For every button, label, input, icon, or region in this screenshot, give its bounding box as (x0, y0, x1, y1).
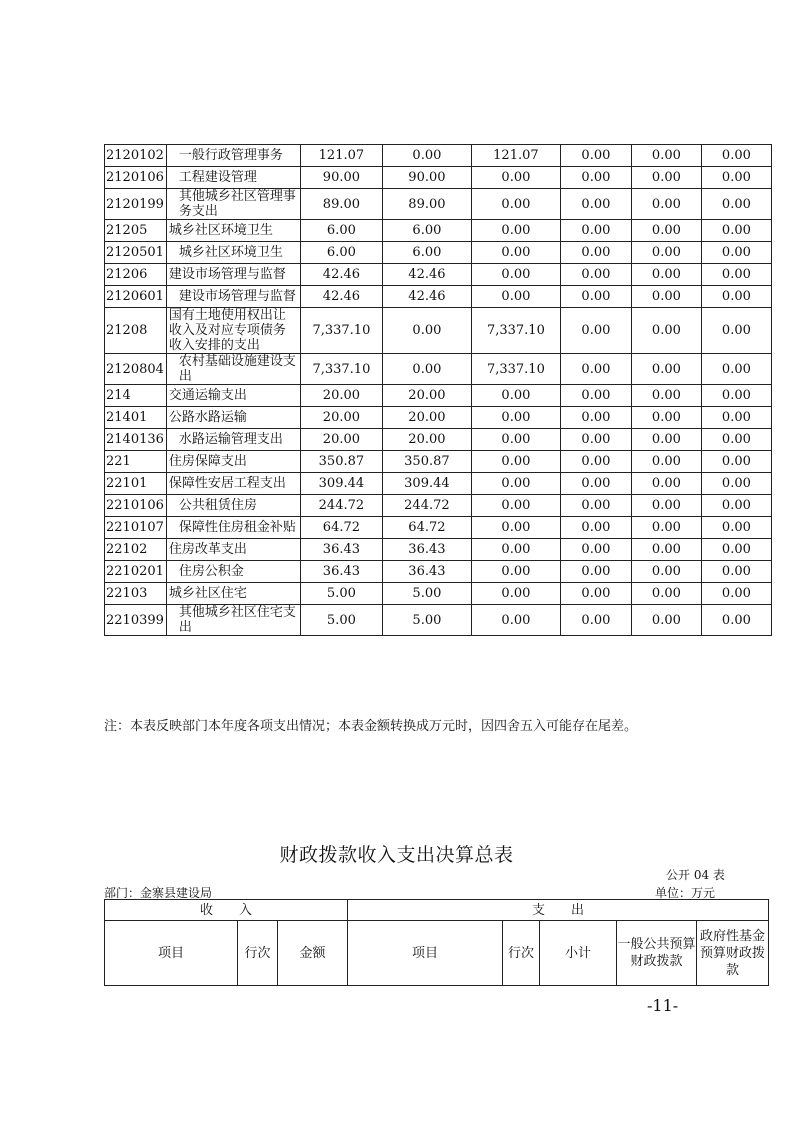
row-amount: 0.00 (701, 242, 771, 264)
row-amount: 5.00 (382, 583, 471, 605)
row-amount: 64.72 (300, 517, 382, 539)
row-amount: 7,337.10 (300, 354, 382, 385)
row-amount: 0.00 (701, 407, 771, 429)
row-amount: 0.00 (471, 539, 560, 561)
row-name: 城乡社区环境卫生 (166, 242, 300, 264)
row-code: 21206 (105, 264, 167, 286)
row-code: 2120102 (105, 145, 167, 167)
row-name: 公路水路运输 (166, 407, 300, 429)
row-amount: 0.00 (560, 242, 631, 264)
row-amount: 0.00 (471, 561, 560, 583)
row-name: 交通运输支出 (166, 385, 300, 407)
row-amount: 309.44 (300, 473, 382, 495)
row-name: 城乡社区住宅 (166, 583, 300, 605)
row-amount: 0.00 (560, 473, 631, 495)
row-amount: 0.00 (631, 473, 701, 495)
row-amount: 0.00 (560, 264, 631, 286)
row-amount: 0.00 (471, 189, 560, 220)
row-amount: 0.00 (382, 145, 471, 167)
expense-detail-table (104, 144, 772, 636)
row-amount: 0.00 (701, 167, 771, 189)
row-amount: 0.00 (701, 354, 771, 385)
col-expense-item: 项目 (348, 921, 503, 986)
row-amount: 0.00 (701, 517, 771, 539)
row-code: 2120501 (105, 242, 167, 264)
row-amount: 20.00 (300, 385, 382, 407)
row-amount: 0.00 (631, 495, 701, 517)
row-amount: 7,337.10 (471, 354, 560, 385)
row-amount: 244.72 (382, 495, 471, 517)
row-amount: 0.00 (701, 539, 771, 561)
table-row (105, 473, 772, 495)
row-amount: 350.87 (300, 451, 382, 473)
row-amount: 309.44 (382, 473, 471, 495)
row-amount: 121.07 (471, 145, 560, 167)
row-amount: 0.00 (471, 583, 560, 605)
row-amount: 6.00 (382, 242, 471, 264)
table-row (105, 583, 772, 605)
row-amount: 244.72 (300, 495, 382, 517)
row-amount: 0.00 (560, 385, 631, 407)
row-amount: 0.00 (631, 354, 701, 385)
row-code: 2120199 (105, 189, 167, 220)
unit-label: 单位：万元 (655, 886, 716, 900)
row-amount: 121.07 (300, 145, 382, 167)
row-amount: 42.46 (382, 264, 471, 286)
row-amount: 0.00 (560, 308, 631, 354)
row-amount: 0.00 (471, 242, 560, 264)
row-amount: 0.00 (560, 605, 631, 636)
row-amount: 0.00 (631, 407, 701, 429)
row-amount: 0.00 (701, 451, 771, 473)
row-amount: 350.87 (382, 451, 471, 473)
row-amount: 0.00 (560, 354, 631, 385)
table-row (105, 517, 772, 539)
row-amount: 0.00 (631, 242, 701, 264)
row-amount: 36.43 (382, 539, 471, 561)
row-amount: 5.00 (382, 605, 471, 636)
row-amount: 0.00 (631, 539, 701, 561)
row-amount: 0.00 (471, 286, 560, 308)
row-amount: 0.00 (701, 473, 771, 495)
row-code: 21205 (105, 220, 167, 242)
col-income-line: 行次 (238, 921, 278, 986)
row-code: 22102 (105, 539, 167, 561)
row-amount: 6.00 (300, 220, 382, 242)
row-amount: 7,337.10 (471, 308, 560, 354)
table-row (105, 561, 772, 583)
department-label: 部门：金寨县建设局 (104, 886, 213, 900)
row-amount: 0.00 (701, 145, 771, 167)
col-general-budget: 一般公共预算财政拨款 (617, 921, 697, 986)
table-row (105, 539, 772, 561)
row-name: 城乡社区环境卫生 (166, 220, 300, 242)
row-code: 21401 (105, 407, 167, 429)
row-amount: 0.00 (560, 561, 631, 583)
row-amount: 0.00 (471, 473, 560, 495)
row-amount: 36.43 (300, 539, 382, 561)
row-code: 22103 (105, 583, 167, 605)
row-amount: 0.00 (631, 561, 701, 583)
summary-header-table (104, 899, 769, 986)
row-name: 保障性住房租金补贴 (166, 517, 300, 539)
row-code: 2140136 (105, 429, 167, 451)
row-amount: 0.00 (382, 308, 471, 354)
row-amount: 0.00 (631, 583, 701, 605)
row-amount: 20.00 (300, 407, 382, 429)
row-name: 建设市场管理与监督 (166, 286, 300, 308)
row-amount: 0.00 (631, 605, 701, 636)
row-amount: 0.00 (560, 495, 631, 517)
row-amount: 0.00 (560, 189, 631, 220)
row-amount: 36.43 (300, 561, 382, 583)
table-row (105, 385, 772, 407)
row-amount: 0.00 (471, 517, 560, 539)
row-amount: 5.00 (300, 583, 382, 605)
row-amount: 0.00 (560, 407, 631, 429)
table-note: 注：本表反映部门本年度各项支出情况；本表金额转换成万元时，因四舍五入可能存在尾差。 (104, 719, 638, 734)
row-amount: 89.00 (382, 189, 471, 220)
table-row (105, 264, 772, 286)
row-amount: 0.00 (631, 517, 701, 539)
row-name: 一般行政管理事务 (166, 145, 300, 167)
row-amount: 0.00 (560, 517, 631, 539)
table-row (105, 308, 772, 354)
row-amount: 0.00 (631, 451, 701, 473)
row-amount: 0.00 (701, 561, 771, 583)
table-row (105, 495, 772, 517)
row-name: 农村基础设施建设支出 (166, 354, 300, 385)
row-amount: 0.00 (701, 605, 771, 636)
row-amount: 0.00 (471, 605, 560, 636)
row-amount: 0.00 (701, 264, 771, 286)
table-code: 公开 04 表 (666, 868, 725, 882)
row-name: 建设市场管理与监督 (166, 264, 300, 286)
row-amount: 6.00 (300, 242, 382, 264)
row-amount: 0.00 (631, 145, 701, 167)
row-amount: 0.00 (560, 429, 631, 451)
col-subtotal: 小计 (540, 921, 617, 986)
page-number: -11- (647, 996, 679, 1015)
row-name: 住房公积金 (166, 561, 300, 583)
row-amount: 0.00 (631, 308, 701, 354)
row-code: 221 (105, 451, 167, 473)
row-amount: 90.00 (382, 167, 471, 189)
row-amount: 0.00 (631, 385, 701, 407)
col-income-amount: 金额 (278, 921, 348, 986)
row-amount: 0.00 (631, 264, 701, 286)
summary-table-title: 财政拨款收入支出决算总表 (279, 844, 514, 866)
row-amount: 42.46 (382, 286, 471, 308)
row-amount: 0.00 (471, 167, 560, 189)
col-income-item: 项目 (105, 921, 238, 986)
row-code: 2120106 (105, 167, 167, 189)
table-row (105, 286, 772, 308)
table-row (105, 189, 772, 220)
row-amount: 0.00 (560, 539, 631, 561)
table-row (105, 605, 772, 636)
row-code: 2120804 (105, 354, 167, 385)
row-amount: 0.00 (631, 167, 701, 189)
row-amount: 0.00 (560, 220, 631, 242)
row-amount: 0.00 (471, 495, 560, 517)
row-amount: 20.00 (382, 407, 471, 429)
table-row (105, 145, 772, 167)
row-amount: 89.00 (300, 189, 382, 220)
table-row (105, 242, 772, 264)
row-amount: 0.00 (471, 429, 560, 451)
row-amount: 42.46 (300, 264, 382, 286)
row-name: 其他城乡社区住宅支出 (166, 605, 300, 636)
col-expense-line: 行次 (503, 921, 540, 986)
table-row (105, 407, 772, 429)
row-amount: 0.00 (560, 167, 631, 189)
table-row (105, 220, 772, 242)
row-name: 住房改革支出 (166, 539, 300, 561)
row-amount: 0.00 (560, 583, 631, 605)
row-amount: 0.00 (701, 583, 771, 605)
table-row (105, 429, 772, 451)
row-amount: 7,337.10 (300, 308, 382, 354)
row-amount: 0.00 (560, 145, 631, 167)
row-amount: 0.00 (701, 429, 771, 451)
row-amount: 20.00 (300, 429, 382, 451)
row-amount: 0.00 (560, 451, 631, 473)
expense-header: 支 出 (348, 900, 769, 921)
row-amount: 0.00 (471, 264, 560, 286)
row-name: 工程建设管理 (166, 167, 300, 189)
row-name: 保障性安居工程支出 (166, 473, 300, 495)
col-gov-fund: 政府性基金预算财政拨款 (697, 921, 769, 986)
row-code: 2210106 (105, 495, 167, 517)
row-amount: 0.00 (701, 385, 771, 407)
row-amount: 36.43 (382, 561, 471, 583)
row-amount: 0.00 (471, 385, 560, 407)
row-name: 住房保障支出 (166, 451, 300, 473)
row-amount: 42.46 (300, 286, 382, 308)
row-amount: 90.00 (300, 167, 382, 189)
table-row (105, 354, 772, 385)
row-name: 水路运输管理支出 (166, 429, 300, 451)
row-amount: 20.00 (382, 429, 471, 451)
row-name: 公共租赁住房 (166, 495, 300, 517)
row-name: 国有土地使用权出让收入及对应专项债务收入安排的支出 (166, 308, 300, 354)
row-amount: 6.00 (382, 220, 471, 242)
row-code: 2210107 (105, 517, 167, 539)
row-amount: 0.00 (560, 286, 631, 308)
row-amount: 0.00 (631, 189, 701, 220)
row-code: 21208 (105, 308, 167, 354)
table-row (105, 167, 772, 189)
row-name: 其他城乡社区管理事务支出 (166, 189, 300, 220)
row-amount: 0.00 (701, 286, 771, 308)
row-amount: 0.00 (701, 220, 771, 242)
row-code: 214 (105, 385, 167, 407)
table-row (105, 451, 772, 473)
row-amount: 0.00 (631, 220, 701, 242)
row-amount: 0.00 (701, 189, 771, 220)
row-amount: 0.00 (701, 495, 771, 517)
row-code: 2120601 (105, 286, 167, 308)
row-amount: 5.00 (300, 605, 382, 636)
row-amount: 0.00 (701, 308, 771, 354)
row-code: 2210399 (105, 605, 167, 636)
row-code: 22101 (105, 473, 167, 495)
row-amount: 0.00 (631, 429, 701, 451)
row-amount: 0.00 (471, 220, 560, 242)
row-amount: 0.00 (471, 451, 560, 473)
row-amount: 64.72 (382, 517, 471, 539)
row-code: 2210201 (105, 561, 167, 583)
row-amount: 20.00 (382, 385, 471, 407)
income-header: 收 入 (105, 900, 348, 921)
row-amount: 0.00 (631, 286, 701, 308)
row-amount: 0.00 (382, 354, 471, 385)
row-amount: 0.00 (471, 407, 560, 429)
